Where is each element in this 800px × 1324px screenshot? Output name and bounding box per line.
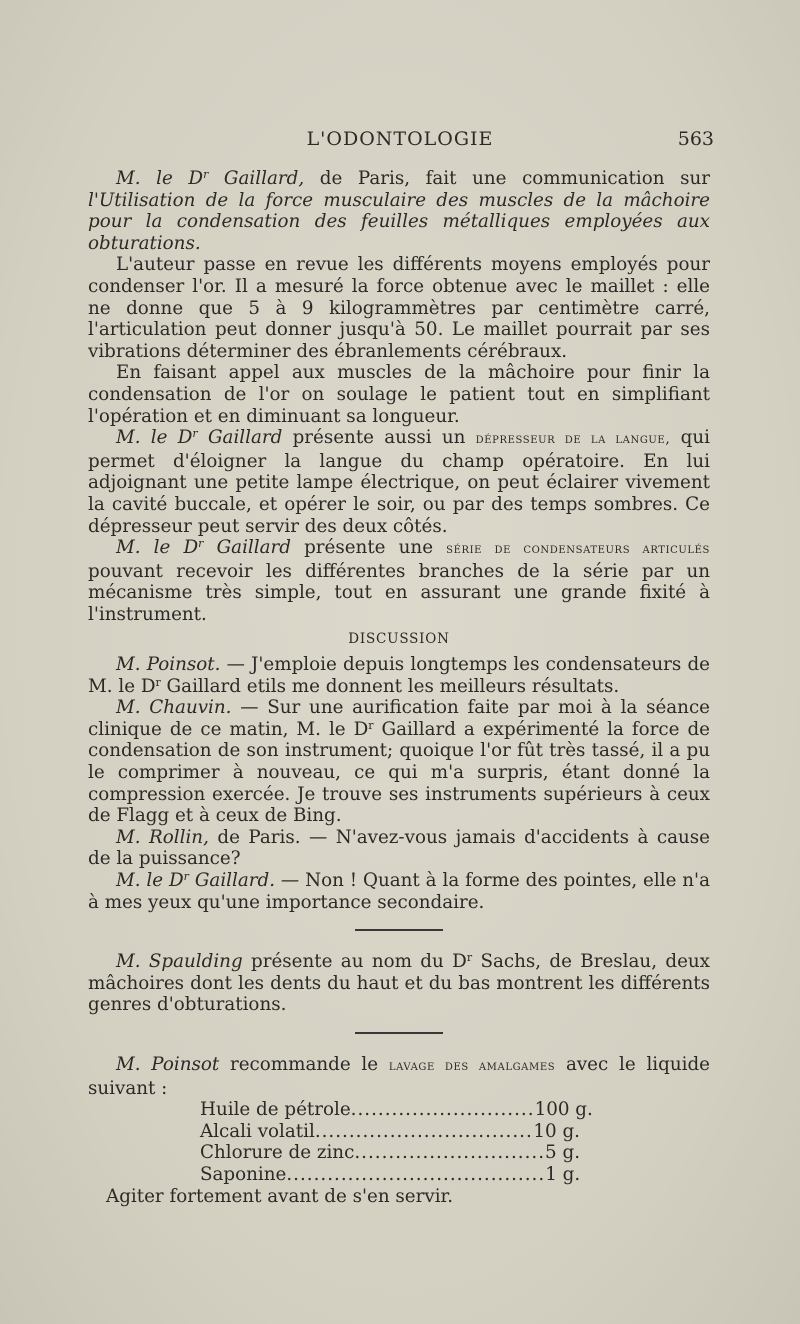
ingredient-quantity: 10 g.: [533, 1120, 580, 1142]
closing-instruction: Agiter fortement avant de s'en servir.: [106, 1185, 454, 1207]
small-caps-term: lavage des amalgames: [388, 1057, 556, 1074]
page-body: [88, 168, 710, 1207]
section-divider: [355, 1032, 443, 1034]
paragraph-lavage: M. Poinsot recommande le lavage des amalgames avec le liquide suivant :: [88, 1053, 710, 1099]
paragraph-chauvin: M. Chauvin. — Sur une aurification faite par moi à la séance clinique de ce matin, M. le $D^r$ Gaillard a expérimenté la force de condensation de son instrument; quoique l'or fût très tassé, il a pu le comprimer à nouveau, ce qui m'a surpris, étant donné la compression exercée. Je trouve ses instruments supérieurs à ceux de Flagg et à ceux de Bing.: [88, 697, 710, 827]
speaker-name: M. Rollin,: [116, 826, 209, 848]
speaker-name: M. le $D^r$ Gaillard: [116, 427, 283, 449]
speaker-name: M. le $D^r$ Gaillard,: [116, 168, 305, 189]
paragraph-rollin: M. Rollin, de Paris. — N'avez-vous jamais d'accidents à cause de la puissance?: [88, 826, 710, 870]
small-caps-term: série de condensateurs articulés: [446, 541, 710, 558]
leader-dots: ...........................: [350, 1099, 535, 1121]
page-header: [90, 128, 714, 154]
ingredient-name: Huile de pétrole: [200, 1099, 351, 1121]
page-number: 563: [677, 128, 714, 150]
paragraph-spaulding: M. Spaulding présente au nom du $D^r$ Sachs, de Breslau, deux mâchoires dont les dents du haut et du bas montrent les différents genres d'obturations.: [88, 951, 710, 1016]
recipe-row: [200, 1142, 580, 1164]
paragraph-maillet: L'auteur passe en revue les différents moyens employés pour condenser l'or. Il a mesuré la force obtenue avec le maillet : elle ne donne que 5 à 9 kilogrammètres par centimètre carré, l'articulation peut donner jusqu'à 50. Le maillet pourrait par ses vibrations déterminer des ébranlements cérébraux.: [88, 254, 710, 362]
paragraph-condensateurs: M. le $D^r$ Gaillard présente une série de condensateurs articulés pouvant recevoir les différentes branches de la série par un mécanisme très simple, tout en assurant une grande fixité à l'instrument.: [88, 537, 710, 625]
speaker-name: M. Spaulding: [116, 951, 243, 973]
recipe-row: [200, 1121, 580, 1143]
speaker-name: M. Poinsot: [116, 1053, 220, 1075]
discussion-heading: DISCUSSION: [348, 631, 450, 648]
ingredient-name: Saponine: [200, 1163, 287, 1185]
speaker-name: M. Poinsot.: [116, 654, 221, 676]
ingredient-name: Chlorure de zinc: [200, 1142, 355, 1164]
speaker-name: M. le $D^r$ Gaillard: [116, 537, 291, 559]
ingredient-quantity: 100 g.: [534, 1099, 593, 1121]
speaker-name: M. Chauvin.: [116, 697, 232, 719]
running-title: L'ODONTOLOGIE: [306, 128, 494, 150]
paragraph-text: de Paris, fait une communication sur: [304, 168, 710, 189]
speaker-name: M. le $D^r$ Gaillard.: [116, 870, 276, 891]
recipe-row: [200, 1099, 593, 1121]
communication-title: l'Utilisation de la force musculaire des muscles de la mâchoire pour la condensation des feuilles métalliques employées aux obturations.: [88, 189, 710, 254]
leader-dots: ............................: [354, 1142, 546, 1164]
paragraph-gaillard-reply: M. le $D^r$ Gaillard. — Non ! Quant à la forme des pointes, elle n'a à mes yeux qu'une importance secondaire.: [88, 870, 710, 913]
ingredient-name: Alcali volatil: [200, 1120, 315, 1142]
paragraph-gaillard-communication: [88, 168, 710, 254]
recipe-list: [200, 1099, 593, 1185]
ingredient-quantity: 1 g.: [545, 1163, 581, 1185]
paragraph-machoire: En faisant appel aux muscles de la mâchoire pour finir la condensation de l'or on soulage le patient tout en simplifiant l'opération et en diminuant sa longueur.: [88, 362, 710, 427]
paragraph-depresseur: M. le $D^r$ Gaillard présente aussi un dépresseur de la langue, qui permet d'éloigner la langue du champ opératoire. En lui adjoignant une petite lampe électrique, on peut éclairer vivement la cavité buccale, et opérer le soir, ou par des temps sombres. Ce dépresseur peut servir des deux côtés.: [88, 427, 710, 537]
small-caps-term: dépresseur de la langue,: [475, 431, 671, 448]
paragraph-poinsot: M. Poinsot. — J'emploie depuis longtemps les condensateurs de M. le $D^r$ Gaillard etils me donnent les meilleurs résultats.: [88, 654, 710, 697]
recipe-row: [200, 1164, 580, 1186]
section-divider: [355, 929, 443, 931]
ingredient-quantity: 5 g.: [545, 1142, 581, 1164]
leader-dots: ......................................: [286, 1163, 546, 1185]
leader-dots: ................................: [314, 1120, 533, 1142]
